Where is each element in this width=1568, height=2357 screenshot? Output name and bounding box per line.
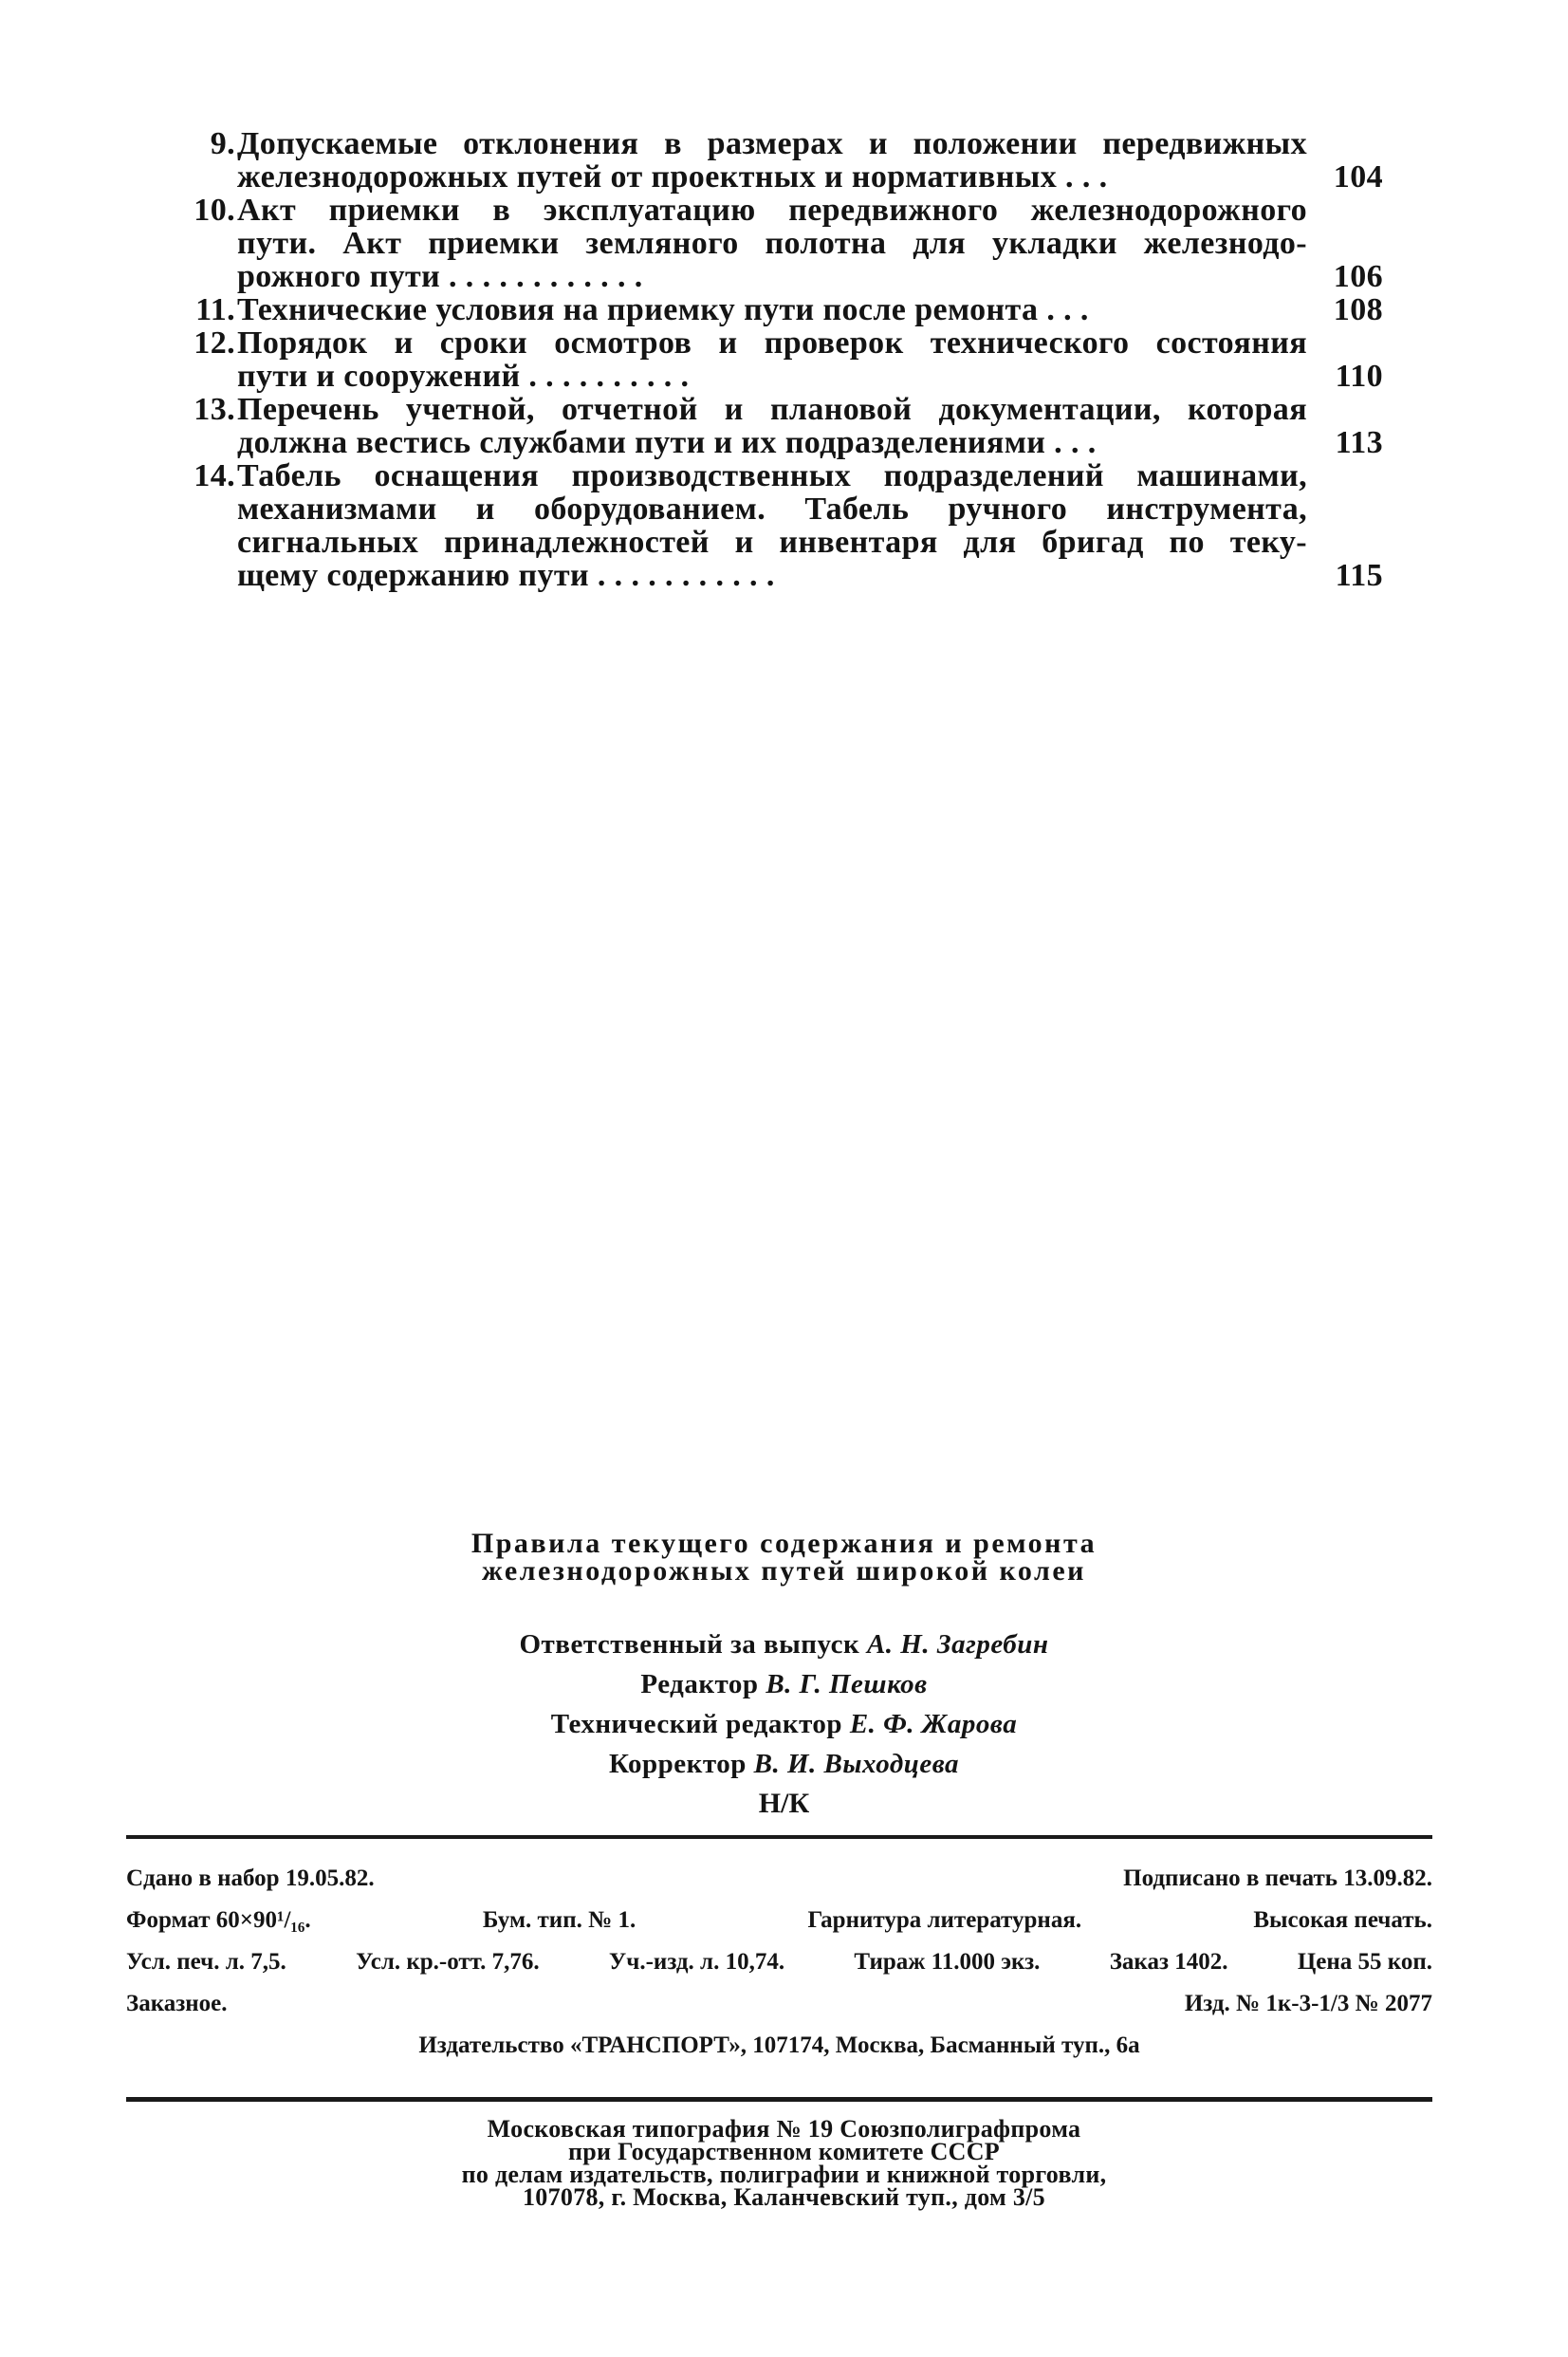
toc-entry-line: Перечень учетной, отчетной и плановой документации, которая — [237, 392, 1307, 427]
imprint-row — [126, 1941, 1432, 1983]
toc-entry — [190, 459, 1413, 592]
credit-name: А. Н. Загребин — [866, 1629, 1049, 1660]
printer-info — [0, 2115, 1568, 2211]
imprint-order: Заказ 1402. — [1109, 1949, 1228, 1975]
credit-name: В. И. Выходцева — [753, 1749, 960, 1779]
toc-entry-line: железнодорожных путей от проектных и нормативных . . . — [237, 159, 1108, 195]
nk-mark: Н/К — [758, 1788, 810, 1819]
toc-entry-line: рожного пути . . . . . . . . . . . . — [237, 259, 643, 294]
printer-line: Московская типография № 19 Союзполиграфпрома — [487, 2115, 1081, 2143]
credit-name: В. Г. Пешков — [766, 1669, 928, 1699]
imprint-typeface: Гарнитура литературная. — [807, 1907, 1082, 1933]
toc-entry-line: Порядок и сроки осмотров и проверок технического состояния — [237, 325, 1307, 361]
toc-entry-number: 11. — [195, 292, 235, 327]
toc-page-number: 115 — [1335, 558, 1383, 593]
imprint-print-run: Тираж 11.000 экз. — [854, 1949, 1041, 1975]
imprint-printing: Высокая печать. — [1253, 1907, 1432, 1933]
credit-role: Технический редактор — [550, 1709, 843, 1739]
toc-entry-number: 9. — [210, 126, 235, 161]
toc-page-number: 104 — [1333, 159, 1383, 195]
toc-entry-line: сигнальных принадлежностей и инвентаря для бригад по теку- — [237, 525, 1307, 560]
toc-entry — [190, 127, 1413, 194]
imprint-row — [126, 1983, 1432, 2025]
toc-page-number: 110 — [1335, 359, 1383, 394]
toc-entry — [190, 393, 1413, 459]
divider — [126, 1835, 1432, 1839]
credit-role: Корректор — [608, 1749, 747, 1779]
imprint-ordered: Заказное. — [126, 1991, 228, 2016]
toc-entry-line: должна вестись службами пути и их подразделениями . . . — [237, 425, 1097, 460]
printer-line: 107078, г. Москва, Каланчевский туп., дом 3/5 — [523, 2183, 1045, 2211]
printer-line: при Государственном комитете СССР — [568, 2138, 1000, 2165]
toc-entry-line: пути и сооружений . . . . . . . . . . — [237, 359, 690, 394]
book-title-line: железнодорожных путей широкой колеи — [482, 1555, 1086, 1587]
toc-entry-line: пути. Акт приемки земляного полотна для укладки железнодо- — [237, 226, 1307, 261]
toc-entry-number: 10. — [194, 193, 235, 228]
imprint-publisher-sheets: Уч.-изд. л. 10,74. — [608, 1949, 785, 1975]
credit-editor — [0, 1664, 1568, 1704]
toc-entry — [190, 194, 1413, 293]
credit-technical-editor — [0, 1704, 1568, 1744]
toc-entry-line: Акт приемки в эксплуатацию передвижного железнодорожного — [237, 193, 1307, 228]
book-title-line: Правила текущего содержания и ремонта — [470, 1528, 1098, 1559]
toc-entry-line: Табель оснащения производственных подразделений машинами, — [237, 458, 1307, 493]
credits — [0, 1624, 1568, 1824]
toc-page-number: 113 — [1335, 425, 1383, 460]
divider — [126, 2097, 1432, 2102]
toc-entry-line: Технические условия на приемку пути после ремонта . . . — [237, 292, 1089, 327]
toc-entry-number: 14. — [194, 458, 235, 493]
credit-responsible — [0, 1624, 1568, 1664]
imprint-print-sheets: Усл. печ. л. 7,5. — [126, 1949, 286, 1975]
toc-entry — [190, 293, 1413, 326]
imprint-color-prints: Усл. кр.-отт. 7,76. — [356, 1949, 540, 1975]
toc-entry-number: 13. — [194, 392, 235, 427]
credit-role: Ответственный за выпуск — [519, 1629, 860, 1660]
toc-entry-line: Допускаемые отклонения в размерах и положении передвижных — [237, 126, 1307, 161]
toc-page-number: 108 — [1333, 292, 1383, 327]
book-title — [0, 1530, 1568, 1585]
imprint-typeset-date: Сдано в набор 19.05.82. — [126, 1865, 375, 1891]
imprint-paper: Бум. тип. № 1. — [482, 1907, 636, 1933]
toc-entry-line: щему содержанию пути . . . . . . . . . . . — [237, 558, 775, 593]
printer-line: по делам издательств, полиграфии и книжной торговли, — [461, 2161, 1107, 2188]
credit-proofreader — [0, 1744, 1568, 1784]
toc-entry — [190, 326, 1413, 393]
imprint-format: Формат 60×90¹/₁₆. — [126, 1907, 311, 1933]
toc-entry-line: механизмами и оборудованием. Табель ручного инструмента, — [237, 492, 1307, 527]
toc-page-number: 106 — [1333, 259, 1383, 294]
table-of-contents — [190, 127, 1413, 592]
credit-name: Е. Ф. Жарова — [849, 1709, 1018, 1739]
imprint-edition-number: Изд. № 1к-3-1/3 № 2077 — [1184, 1991, 1432, 2016]
publisher-address: Издательство «ТРАНСПОРТ», 107174, Москва, Басманный туп., 6а — [418, 2032, 1140, 2058]
imprint — [126, 1858, 1432, 2067]
credit-role: Редактор — [640, 1669, 759, 1699]
imprint-row — [126, 1858, 1432, 1900]
imprint-print-date: Подписано в печать 13.09.82. — [1123, 1865, 1432, 1891]
imprint-price: Цена 55 коп. — [1297, 1949, 1432, 1975]
imprint-row — [126, 1900, 1432, 1941]
toc-entry-number: 12. — [194, 325, 235, 361]
